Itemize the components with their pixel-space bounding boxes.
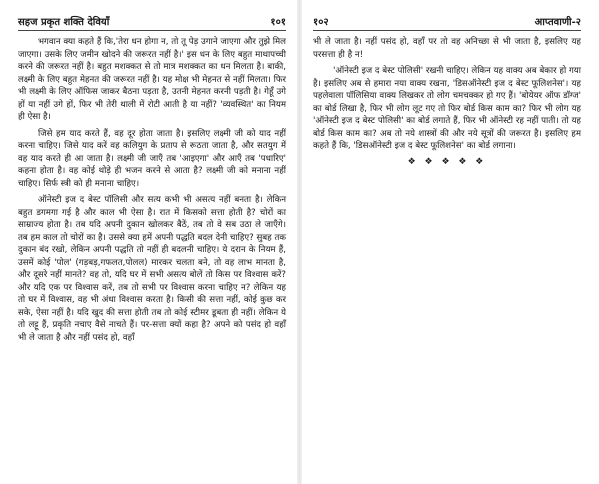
right-page-number: १०२ <box>313 17 329 28</box>
left-running-title: सहज प्रकृत शक्ति देवियाँ <box>18 17 110 28</box>
right-page <box>303 0 599 484</box>
paragraph: ऑनेस्टी इज द बेस्ट पॉलिसी और सत्य कभी भी असत्य नहीं बनता है। लेकिन बहुत डगमगा गई है और काल भी ऐसा है। रात में किसको सत्ता होती है? चोरों का साम्राज्य होता है। तब यदि अपनी दुकान खोलकर बैठें, तब तो वे सब उठा ले जाएँगे। तब हम काल तो चोरों का है। उससे क्या हमें अपनी पद्धति बदल देनी चाहिए? सुबह तक दुकान बंद रखो, लेकिन अपनी पद्धति तो नहीं ही बदलनी चाहिए। ये दरान के नियम हैं, उसमें कोई 'पोल' (गड़बड़,गफलत,पोलल) मारकर चलता बने, तो वह लाभ मानता है, और दूसरे नहीं मानते? वह तो, यदि घर में सभी असत्य बोलें तो किस पर विश्वास करें? और यदि एक पर विश्वास करें, तब तो सभी पर विश्वास करना चाहिए न? लेकिन यह तो घर में विश्वास, वह भी अंधा विश्वास करता है। किसी की सत्ता नहीं, कोई कुछ कर सके, ऐसा नहीं है। यदि खुद की सत्ता होती तब तो कोई स्टीमर डूबता ही नहीं। लेकिन ये तो लट्टू हैं, प्रकृति नचाए वैसे नाचते हैं। पर-सत्ता क्यों कहा है? अपने को पसंद हो वहाँ भी ले जाता है और नहीं पसंद हो, वहाँ <box>18 195 286 343</box>
left-page-body <box>18 36 286 344</box>
paragraph: जिसे हम याद करते हैं, वह दूर होता जाता है। इसलिए लक्ष्मी जी को याद नहीं करना चाहिए। जिसे याद करें वह कलियुग के प्रताप से रूठता जाता है, और सतयुग में वह याद करते ही आ जाता है। लक्ष्मी जी जाएँ तब 'आइएगा' और आएँ तब 'पधारिए' कहना होता है। वह कोई थोड़े ही भजन करने से आता है? लक्ष्मी जी को मनाना नहीं चाहिए। सिर्फ स्त्री को ही मनाना चाहिए। <box>18 128 286 189</box>
left-page <box>0 0 296 484</box>
section-end-ornament: ❖ ❖ ❖ ❖ ❖ <box>407 156 487 167</box>
left-page-number: १०१ <box>270 17 286 28</box>
right-running-title: आप्तवाणी-२ <box>534 17 581 28</box>
left-page-header <box>18 14 286 31</box>
book-gutter <box>297 0 302 484</box>
right-page-header <box>313 14 581 31</box>
paragraph: भी ले जाता है। नहीं पसंद हो, वहाँ पर तो वह अनिच्छा से भी जाता है, इसलिए यह परसत्ता ही है न! <box>313 37 581 60</box>
paragraph: भगवान क्या कहते हैं कि,'तेरा धन होगा न, तो तू पेड़ उगाने जाएगा और तुझे मिल जाएगा। उसके लिए जमीन खोदने की जरूरत नहीं है।' इस धन के लिए बहुत माथापच्ची करने की जरूरत नहीं है। बहुत मशक्कत से तो मात्र मशक्कत का धन मिलता है। बाकी, लक्ष्मी के लिए बहुत मेहनत की जरूरत नहीं है। यह मोक्ष भी मेहनत से नहीं मिलता। फिर भी लक्ष्मी के लिए ऑफिस जाकर बैठना पड़ता है, उतनी मेहनत करनी पड़ती है। गेहूँ उगे हों या नहीं उगे हों, फिर भी तेरी थाली में रोटी आती है या नहीं? 'व्यवस्थित' का नियम ही ऐसा है। <box>18 37 286 122</box>
right-page-body <box>313 36 581 153</box>
paragraph: 'ऑनेस्टी इज द बेस्ट पोलिसी' रखनी चाहिए। लेकिन यह वाक्य अब बेकार हो गया है। इसलिए अब से हमारा नया वाक्य रखना, 'डिसऑनेस्टी इज द बेस्ट फूलिशनेस'। यह पहलेवाला पॉलिसिया वाक्य लिखकर तो लोग चमचक्कर हो गए हैं। 'बोयेयर ऑफ डॉग्ज' का बोर्ड लिखा है, फिर भी लोग लूट गए तो फिर बोर्ड किस काम का? फिर भी लोग यह 'ऑनेस्टी इज द बेस्ट पोलिसी' का बोर्ड लगाते हैं, फिर भी ऑनेस्टी रह नहीं पाती। तो यह बोर्ड किस काम का? अब तो नये शास्त्रों की और नये सूत्रों की जरूरत है। इसलिए हम कहते हैं कि, 'डिसऑनेस्टी इज द बेस्ट फूलिशनेस' का बोर्ड लगाना। <box>313 66 581 151</box>
